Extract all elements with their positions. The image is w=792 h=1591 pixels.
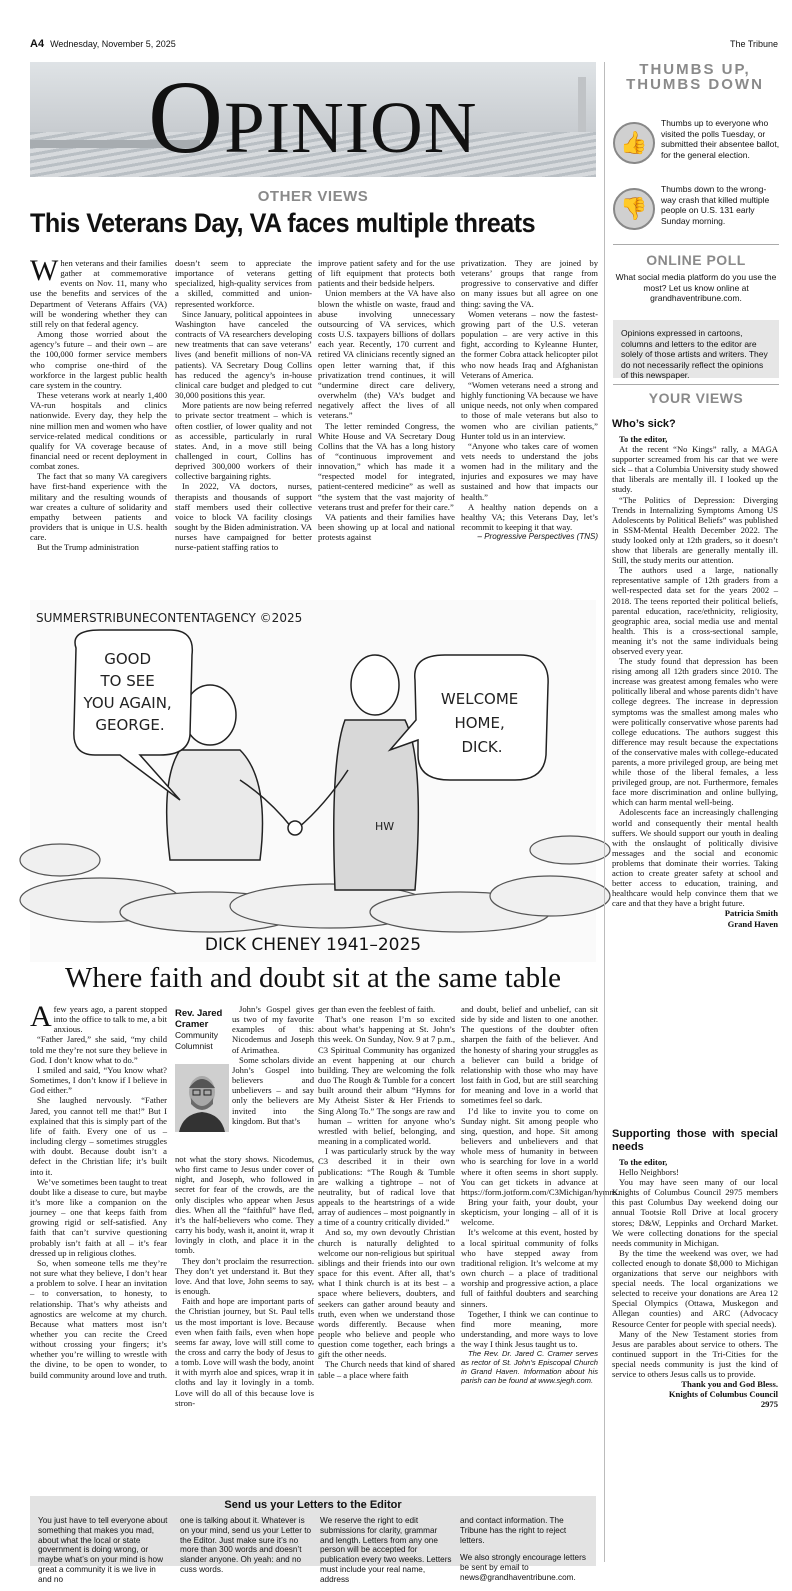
- letters-box-title: Send us your Letters to the Editor: [224, 1499, 402, 1511]
- paragraph: Some scholars divide John’s Gospel into believers and unbelievers – and say only the believers are invited into the kingdom. But that’s: [232, 1054, 314, 1126]
- paragraph: not what the story shows. Nicodemus, who first came to Jesus under cover of night, and Joseph, who followed in secret for fear of the crowds, are the only disciples who appear when Jesus dies. When all the “faithful” have fled, it’s the half-believers who come. They carry his body, wash it, anoint it, wrap it lovingly in cloth, and place it in the tomb.: [175, 1154, 314, 1256]
- thumbs-down-item: [613, 184, 783, 242]
- letter-salutation: To the editor,: [619, 1157, 668, 1167]
- cartoon-agency: SUMMERSTRIBUNECONTENTAGENCY ©2025: [36, 611, 303, 625]
- article-column: [175, 1154, 314, 1492]
- paragraph: Women veterans – now the fastest-growing part of the U.S. veteran population – are very active in this fight, according to Kyleanne Hunter, the former Cobra attack helicopter pilot who now heads Iraq and Afghanistan Veterans of America.: [461, 308, 598, 380]
- paragraph: Together, I think we can continue to find more meaning, more understanding, and more ways to love the way I think Jesus taught us to.: [461, 1308, 598, 1350]
- cartoon-speech-line: DICK.: [461, 738, 503, 756]
- letter-to-editor: [612, 1128, 778, 1568]
- letter-headline: Who’s sick?: [612, 418, 676, 430]
- paragraph: We’ve sometimes been taught to treat doubt like a disease to cure, but maybe it’s more like a companion on the journey – one that keeps faith from growing rigid or self-satisfied. Any faith that can’t survive questioning probably isn’t faith at all – it’s fear dressed up in religious clothes.: [30, 1176, 167, 1258]
- paragraph: privatization. They are joined by veterans’ groups that range from progressive to conservative and differ on many issues but all agree on one thing: saving the VA.: [461, 258, 598, 309]
- letter-salutation: To the editor,: [619, 434, 668, 444]
- paragraph: “Anyone who takes care of women vets needs to understand the jobs women had in the military and the injuries and exposures we may have sustained and how that impacts our health.”: [461, 440, 598, 502]
- paragraph: Faith and hope are important parts of the Christian journey, but St. Paul tells us the most important is love. Because even when faith fails, even when hope seems far away, love will still come to the cross and carry the body of Jesus to a tomb. Love will wash the body, anoint it with myrrh aloe and spices, wrap it in cloths and lay it lovingly in a tomb. Love will do all of this because love is stron-: [175, 1296, 314, 1408]
- paragraph: They don’t proclaim the resurrection. They don’t yet understand it. But they love. And that love, John seems to say, is enough.: [175, 1255, 314, 1297]
- paragraph: At the recent “No Kings” rally, a MAGA supporter screamed from his car that we were sick – that a Columbia University study showed that liberals are mentally ill. I looked up the study.: [612, 444, 778, 495]
- cartoon-speech-line: TO SEE: [100, 672, 155, 690]
- paper-name: The Tribune: [729, 39, 778, 49]
- paragraph: The authors used a large, nationally representative sample of 12th graders from a well-respected data set for the years 2002 – 2018. The teens reported their political beliefs, parental education, race/ethnicity, religiosity, geographic area, social media use and mental health. This is a cross-sectional sample, meaning it’s not the same individuals being observed every year.: [612, 565, 778, 656]
- paragraph: The Church needs that kind of shared table – a place where faith: [318, 1359, 455, 1380]
- paragraph: Since January, political appointees in Washington have canceled the contracts of VA researchers developing new treatments that can save veterans’ lives (and benefit millions of non-VA patients). VA Secretary Doug Collins has reduced the agency’s in-house clinical care budget and pledged to cut 30,000 positions this year.: [175, 308, 312, 401]
- author-byline: [175, 1008, 229, 1052]
- paragraph: In 2022, VA doctors, nurses, therapists and thousands of support staff members used their collective voice to block VA facility closings sought by the Biden administration. VA nurses have campaigned for better nurse-patient staffing ratios to: [175, 481, 312, 553]
- your-views-title: YOUR VIEWS: [648, 390, 744, 406]
- article-headline: This Veterans Day, VA faces multiple threats: [30, 208, 536, 238]
- article-column: [318, 258, 455, 588]
- letter-headline: Supporting those with special needs: [612, 1128, 778, 1153]
- drop-cap: A: [30, 1000, 52, 1033]
- paragraph: I smiled and said, “You know what? Sometimes, I don’t know if I believe in God either.”: [30, 1064, 167, 1096]
- article-column: [461, 1004, 620, 1492]
- letters-box-text: We reserve the right to edit submissions for clarity, grammar and length. Letters from any one person will be accepted for publication every two weeks. Letters must include your real name, address: [320, 1516, 452, 1584]
- cartoon-speech-line: YOU AGAIN,: [83, 694, 172, 712]
- paragraph: And so, my own devoutly Christian church is naturally delighted to welcome our non-religious but spiritual siblings and their friends into our own space for this event. After all, that’s what I think church is at its best – a space where believers, doubters, and seekers can gather around beauty and truth, even when we understand those words differently. Because when people who believe and people who question come together, each brings a gift the other needs.: [318, 1227, 455, 1360]
- poll-title: ONLINE POLL: [646, 252, 746, 268]
- letter-body: [612, 1167, 778, 1379]
- paragraph: That’s one reason I’m so excited about what’s happening at St. John’s this week. On Sunday, Nov. 9 at 7 p.m., C3 Spiritual Community has organized an event happening at our church building. They are welcoming the folk duo The Rough & Tumble for a concert built around their album “Hymns for My Atheist Sister & Her Friends to Sing Along To.” The songs are raw and human – written for anyone who’s wrestled with belief, belonging, and meaning in a complicated world.: [318, 1014, 455, 1147]
- cartoon-caption: DICK CHENEY 1941–2025: [204, 935, 422, 955]
- paragraph: Union members at the VA have also blown the whistle on waste, fraud and abuse involving unnecessary outsourcing of VA services, which costs U.S. taxpayers billions of dollars each year. Recently, 170 current and retired VA clinicians recently signed an open letter warning that, if this privatization trend continues, it will “undermine direct care delivery, overwhelm (the) VA’s budget and negatively affect the lives of all veterans.”: [318, 288, 455, 421]
- letter-body: [612, 444, 778, 908]
- drop-cap: W: [30, 254, 59, 287]
- thumbs-up-text: Thumbs up to everyone who visited the polls Tuesday, or submitted their absentee ballot, for the general election.: [661, 118, 780, 160]
- cartoon-speech-line: WELCOME: [440, 690, 519, 708]
- author-role: Community Columnist: [175, 1030, 218, 1051]
- cartoon-initials: HW: [375, 820, 395, 833]
- issue-date: Wednesday, November 5, 2025: [50, 39, 176, 49]
- letters-to-editor-box: [30, 1496, 596, 1584]
- author-photo: [175, 1064, 229, 1132]
- letter-to-editor: [612, 418, 778, 1126]
- article-column: [30, 1000, 168, 1492]
- letter-signature: 2975: [760, 1399, 778, 1410]
- paragraph: But the Trump administration: [37, 542, 139, 553]
- paragraph: I was particularly struck by the way C3 described it in their own publications: “The Rough & Tumble are walking a tightrope – not of neutrality, but of radical love that appeals to the heartstrings of a wide array of audiences – most poignantly in a time of a country critically divided.”: [318, 1146, 455, 1228]
- article-column: [318, 1004, 455, 1492]
- divider: [613, 384, 779, 385]
- page-number: A4: [30, 38, 45, 50]
- thumbs-down-text: Thumbs down to the wrong-way crash that killed multiple people on U.S. 131 early Sunday morning.: [661, 184, 770, 226]
- paragraph: You may have seen many of our local Knights of Columbus Council 2975 members this past Columbus Day weekend doing our annual Tootsie Roll Drive at local grocery stores; D&W, Leppinks and Orchard Market. We were collecting donations for the special needs community in Michigan.: [612, 1177, 778, 1248]
- paragraph: The letter reminded Congress, the White House and VA Secretary Doug Collins that the VA has a long history of “continuous improvement and innovation,” which has made it a “respected model for integrated, patient-centered medicine” as well as “the system that the vast majority of veterans trust and prefer for their care.”: [318, 420, 455, 512]
- article-column: [232, 1004, 314, 1154]
- paragraph: The fact that so many VA caregivers have first-hand experience with the military and the resulting wounds of war creates a culture of solidarity and empathy between patients and providers that is unique in U.S. health care.: [30, 471, 167, 543]
- letter-signature: Patricia Smith: [724, 908, 778, 919]
- paragraph: The study found that depression has been rising among all 12th graders since 2010. The increase was greatest among females who were politically liberal and whose parents didn’t have college degrees. The increase in depression symptoms was the smallest among males who were politically conservative whose parents had college educations. The authors suggest this difference may result because the expectations of the conservative males with college-educated parents, a more privileged group, are being met while those of the liberal females, a less privileged group, are not. Furthermore, females face more discrimination and online bullying, which can harm mental well-being.: [612, 656, 778, 808]
- thumbs-down-icon: 👎: [613, 188, 655, 230]
- paragraph: improve patient safety and for the use of lift equipment that protects both patients and their bedside helpers.: [318, 258, 455, 289]
- paragraph: Many of the New Testament stories from Jesus are parables about service to others. The continued support in the Tri-Cities for the special needs community is just the kind of service to others Jesus calls us to provide.: [612, 1328, 778, 1379]
- cartoon-illustration: [30, 600, 596, 962]
- paragraph: doesn’t seem to appreciate the importance of veterans getting specialized, high-quality services from a skilled, committed and union-represented workforce.: [175, 258, 312, 309]
- paragraph: Hello Neighbors!: [619, 1167, 679, 1178]
- thumbs-up-item: [613, 118, 783, 176]
- letter-signature: Grand Haven: [727, 918, 778, 929]
- page-header: [30, 38, 778, 54]
- cartoon-speech-line: HOME,: [454, 714, 505, 732]
- disclaimer-box: Opinions expressed in cartoons, columns and letters to the editor are solely of those artists and writers. They do not necessarily reflect the opinions of this newspaper.: [613, 320, 779, 378]
- letters-box-text: You just have to tell everyone about something that makes you mad, about what the local or state government is doing wrong, or maybe what’s on your mind is how great a community it is we live in and no: [38, 1516, 168, 1584]
- letter-signature: Thank you and God Bless.: [681, 1379, 778, 1390]
- paragraph: John’s Gospel gives us two of my favorite examples of this: Nicodemus and Joseph of Arimathea.: [232, 1004, 314, 1055]
- letters-box-email: We also strongly encourage letters be sent by email to news@grandhaventribune.com.: [460, 1553, 586, 1582]
- paragraph: “Women veterans need a strong and highly functioning VA because we have unique needs, not only when compared to those of male veterans but also to women who are civilian patients,” Hunter told us in an interview.: [461, 379, 598, 441]
- author-bio: The Rev. Dr. Jared C. Cramer serves as rector of St. John’s Episcopal Church in Grand Haven. Information about his parish can be found at www.sjegh.com.: [461, 1349, 598, 1386]
- paragraph: She laughed nervously. “Father Jared, you cannot tell me that!” But I explained that this is simply part of the life of faith. Every one of us – including clergy – sometimes struggles with doubt. Because doubt isn’t a defect in the Christian life; it’s built into it.: [30, 1095, 167, 1177]
- paragraph: “The Politics of Depression: Diverging Trends in Internalizing Symptoms Among US Adolescents by Political Beliefs” was published in SSM-Mental Health December 2022. The study looked only at 12th graders, so it doesn’t show that liberals are generally mentally ill. Still, the study merits our attention.: [612, 494, 778, 566]
- article-column: [175, 258, 312, 588]
- divider: [613, 244, 779, 245]
- paragraph: and doubt, belief and unbelief, can sit side by side and listen to one another. The questions of the doubter often sharpen the faith of the believer. And the honesty of sharing your struggles as a believer can build a bridge of relationship with those who may have lost faith in God, but are still searching for meaning and love in a world that sometimes feel so dark.: [461, 1004, 598, 1106]
- paragraph: Afew years ago, a parent stopped into the office to talk to me, a bit anxious.: [30, 1000, 167, 1035]
- thumbs-title: THUMBS UP, THUMBS DOWN: [626, 61, 764, 93]
- letters-box-text-part: and contact information. The Tribune has the right to reject letters.: [460, 1516, 567, 1545]
- lighthouse-icon: [578, 77, 586, 132]
- letters-box-text: [460, 1516, 593, 1583]
- author-name: Rev. Jared Cramer: [175, 1008, 223, 1030]
- paragraph: A healthy nation depends on a healthy VA; this Veterans Day, let’s recommit to keeping it that way.: [461, 501, 598, 533]
- paragraph: It’s welcome at this event, hosted by a local spiritual community of folks who have stepped away from traditional religion. It’s welcome at my own church – a place of traditional worship and progressive action, a place full of faithful doubters and searching sinners.: [461, 1227, 598, 1309]
- paragraph: Adolescents face an increasingly challenging world and consequently their mental health suffers. We should support our youth in dealing with the onslaught of politically divisive messages and the social and economic problems that dominate their worries. Taking action to create greater safety at school and better access to education, training, and healthcare would help convince them that we care and that they have a bright future.: [612, 807, 778, 909]
- paragraph: VA patients and their families have been showing up at local and national protests against: [318, 511, 455, 543]
- opinion-masthead: [30, 62, 596, 177]
- cartoon-speech-line: GOOD: [104, 650, 152, 668]
- article-kicker: OTHER VIEWS: [257, 188, 369, 205]
- paragraph: These veterans work at nearly 1,400 VA-run hospitals and clinics nationwide. Every day, they help the nine million men and women who have service-related medical conditions or qualify for VA coverage because of financial need or recent deployment in combat zones.: [30, 390, 167, 472]
- paragraph: ger than even the feeblest of faith.: [318, 1004, 436, 1014]
- editorial-cartoon: [30, 600, 596, 962]
- paragraph: I’d like to invite you to come on Sunday night. Sit among people who sing, question, and hope. Sit among believers and unbelievers and that whole mess of humanity in between who is searching for love in a world where it often seems in short supply. You can get tickets in advance at https://form.jotform.com/C3Michigan/hymns.: [461, 1105, 620, 1197]
- paragraph: Bring your faith, your doubt, your skepticism, your longing – all of it is welcome.: [461, 1196, 598, 1228]
- paragraph: When veterans and their families gather at commemorative events on Nov. 11, many who use the benefits and services of the Department of Veterans Affairs (VA) will be wondering whether they can still rely on that federal agency.: [30, 254, 167, 329]
- letter-signature: Knights of Columbus Council: [668, 1389, 778, 1400]
- paragraph: More patients are now being referred to private sector treatment – which is often costlier, of lower quality and not as accessible, particularly in rural states. And, in a move still being challenged in court, Collins has deprived 300,000 workers of their collective bargaining rights.: [175, 400, 312, 482]
- paragraph: So, when someone tells me they’re not sure what they believe, I don’t hear a problem to solve. I hear an invitation – to conversation, to honesty, to relationship. That’s why atheists and agnostics are welcome at my church. Because what matters most isn’t whether you can recite the Creed without crossing your fingers; it’s whether you’re willing to wrestle with the divine, to be open to wonder, to build community around love and truth.: [30, 1257, 168, 1380]
- paragraph: By the time the weekend was over, we had collected enough to donate $8,000 to Michigan organizations that serve our neighbors with special needs. The local organizations we selected to receive your donations are Area 12 Special Olympics (Ottawa, Muskegon and Allegan counties) and ARC (Advocacy Resource Center for people with special needs).: [612, 1247, 778, 1329]
- letters-box-text: one is talking about it. Whatever is on your mind, send us your Letter to the Editor. Just make sure it’s no more than 300 words and doesn’t slander anyone. Oh yeah: and no cuss words.: [180, 1516, 312, 1574]
- paragraph: “Father Jared,” she said, “my child told me they’re not sure they believe in God. I don’t know what to do.”: [30, 1034, 167, 1065]
- cartoon-speech-line: GEORGE.: [95, 716, 165, 734]
- article-column: [30, 254, 167, 588]
- article-headline: Where faith and doubt sit at the same table: [64, 962, 562, 994]
- poll-text: What social media platform do you use the most? Let us know online at grandhaventribune.com.: [615, 272, 777, 303]
- article-credit: – Progressive Perspectives (TNS): [477, 532, 598, 542]
- article-column: [461, 258, 598, 588]
- thumbs-up-icon: 👍: [613, 122, 655, 164]
- paragraph: Among those worried about the agency’s future – and their own – are the 100,000 former service members who comprise one-third of the workforce in the largest public health care system in the country.: [30, 329, 167, 390]
- section-title: Opinion: [148, 60, 478, 175]
